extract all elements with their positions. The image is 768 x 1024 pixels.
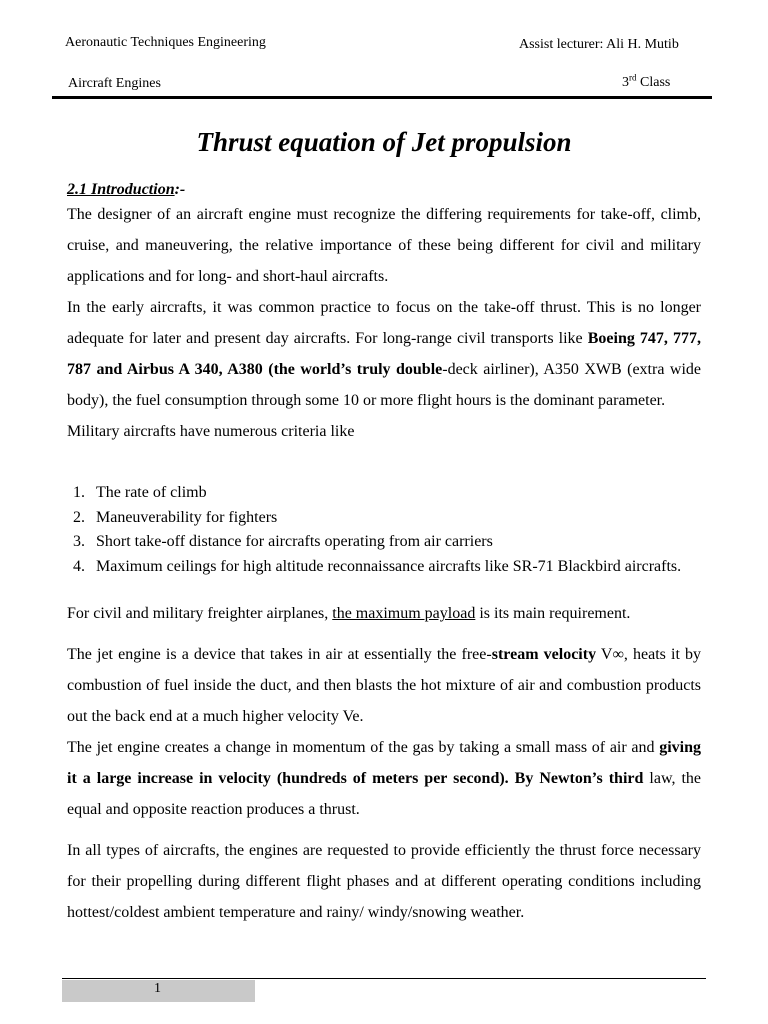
list-item-text: The rate of climb (96, 484, 207, 501)
list-item-text: Maximum ceilings for high altitude reconnaissance aircrafts like SR-71 Blackbird aircrafts. (96, 557, 682, 575)
aircraft-types-block (67, 835, 701, 928)
list-item (67, 481, 701, 506)
paragraph-7: In all types of aircrafts, the engines are requested to provide efficiently the thrust force necessary for their propelling during different flight phases and at different operating conditions including hottest/coldest ambient temperature and rainy/ windy/snowing weather. (67, 842, 701, 921)
paragraph-5-part-c: V∞, heats it by combustion of fuel inside the duct, and then blasts the hot mixture of air and combustion products out the back end at a much higher velocity Ve. (67, 646, 702, 725)
section-heading-text: 2.1 Introduction (67, 181, 175, 198)
list-item-text: Maneuverability for fighters (96, 508, 278, 526)
paragraph-2-part-a: In the early aircrafts, it was common practice to focus on the take-off thrust. This is no longer adequate for later and present day aircrafts. For long-range civil transports like (67, 299, 701, 347)
paragraph-5-part-a: The jet engine is a device that takes in air at essentially the free- (67, 646, 492, 663)
header-class (622, 74, 670, 92)
page-number: 1 (154, 981, 161, 996)
header-course: Aircraft Engines (68, 76, 161, 91)
paragraph-4-underline: the maximum payload (332, 605, 476, 622)
paragraph-6 (67, 732, 701, 825)
paragraph-3: Military aircrafts have numerous criteria like (67, 423, 355, 440)
paragraph-2-bold: Boeing 747, 777, 787 and Airbus A 340, A380 (the world’s truly double (67, 330, 701, 378)
list-item-number: 3. (73, 533, 85, 550)
footer-rule (62, 978, 706, 979)
section-heading-suffix: :- (174, 181, 186, 198)
paragraph-4-part-c: is its main requirement. (475, 605, 631, 622)
paragraph-4 (67, 600, 701, 628)
paragraph-5-bold: stream velocity (491, 646, 597, 663)
class-word: Class (640, 75, 671, 90)
list-item-text: Short take-off distance for aircrafts operating from air carriers (96, 533, 493, 550)
list-item (67, 555, 701, 580)
list-item (67, 506, 701, 531)
jet-engine-block (67, 639, 701, 825)
class-superscript: rd (629, 72, 637, 83)
paragraph-2 (67, 292, 701, 416)
section-heading (67, 180, 185, 200)
class-number: 3 (622, 75, 629, 90)
intro-block (67, 199, 701, 447)
list-item-number: 4. (73, 557, 85, 575)
list-item (67, 530, 701, 555)
paragraph-6-part-a: The jet engine creates a change in momentum of the gas by taking a small mass of air and (67, 739, 660, 756)
header-lecturer: Assist lecturer: Ali H. Mutib (519, 37, 679, 52)
header-rule (52, 96, 712, 99)
page-title: Thrust equation of Jet propulsion (196, 127, 572, 157)
header-department: Aeronautic Techniques Engineering (65, 35, 266, 50)
list-item-number: 2. (73, 508, 85, 526)
criteria-list (67, 481, 701, 579)
paragraph-6-bold: giving it a large increase in velocity (hundreds of meters per second). By Newton’s third (67, 739, 701, 787)
paragraph-5 (67, 639, 701, 732)
paragraph-2-part-c: -deck airliner), A350 XWB (extra wide body), the fuel consumption through some 10 or more flight hours is the dominant parameter. (67, 361, 701, 409)
paragraph-6-part-c: law, the equal and opposite reaction produces a thrust. (67, 770, 702, 818)
list-item-number: 1. (73, 484, 85, 501)
paragraph-1: The designer of an aircraft engine must recognize the differing requirements for take-off, climb, cruise, and maneuvering, the relative importance of these being different for civil and military applications and for long- and short-haul aircrafts. (67, 206, 701, 285)
payload-block (67, 600, 701, 628)
paragraph-4-part-a: For civil and military freighter airplanes, (67, 605, 333, 622)
